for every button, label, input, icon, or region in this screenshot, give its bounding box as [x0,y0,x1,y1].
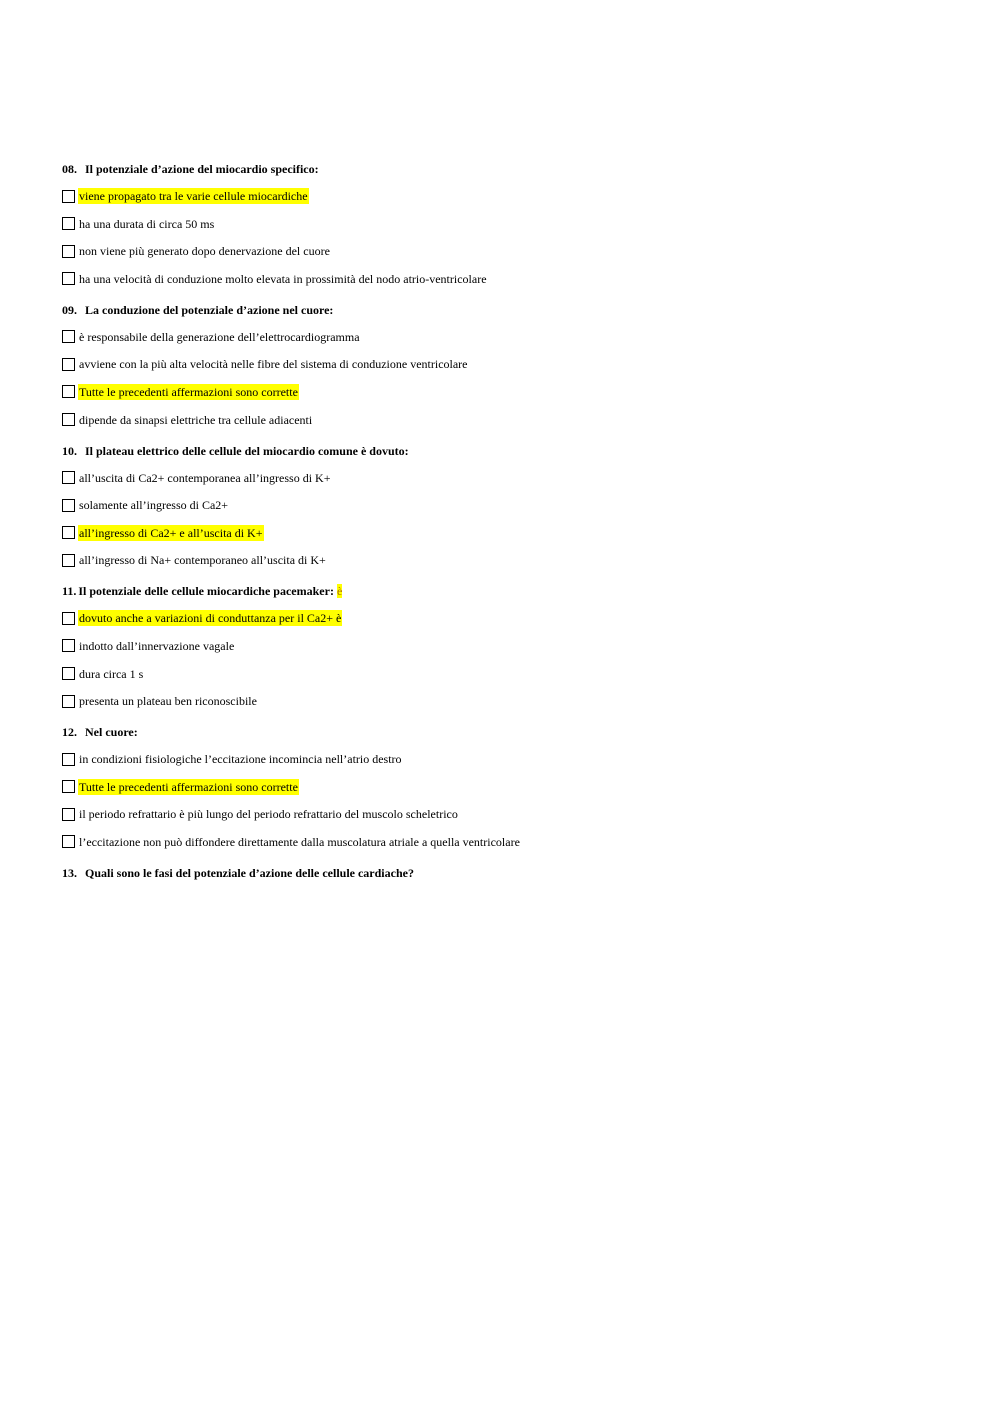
checkbox[interactable] [62,413,75,426]
question-title [62,864,942,882]
checkbox[interactable] [62,330,75,343]
answer-option[interactable] [62,469,942,487]
checkbox[interactable] [62,695,75,708]
answer-option[interactable] [62,242,942,260]
answer-text: solamente all’ingresso di Ca2+ [79,498,229,513]
checkbox[interactable] [62,667,75,680]
question-title [62,442,942,460]
answer-option[interactable] [62,524,942,542]
question-number: 13. [62,865,77,880]
question-title [62,160,942,178]
answer-option[interactable] [62,665,942,683]
checkbox[interactable] [62,612,75,625]
question-text: Il potenziale delle cellule miocardiche pacemaker: [78,584,334,599]
answer-option[interactable] [62,750,942,768]
answer-text: è responsabile della generazione dell’elettrocardiogramma [79,329,360,344]
checkbox[interactable] [62,272,75,285]
answer-text: all’uscita di Ca2+ contemporanea all’ingresso di K+ [79,470,331,485]
checkbox[interactable] [62,499,75,512]
question-text: Quali sono le fasi del potenziale d’azione delle cellule cardiache? [85,865,414,880]
answer-text: l’eccitazione non può diffondere direttamente dalla muscolatura atriale a quella ventricolare [79,834,520,849]
answer-text: in condizioni fisiologiche l’eccitazione incomincia nell’atrio destro [79,752,402,767]
answer-option[interactable] [62,833,942,851]
answer-option[interactable] [62,609,942,627]
answer-text-highlighted: Tutte le precedenti affermazioni sono corrette [79,384,298,399]
question-number: 11. [62,584,77,599]
answer-option[interactable] [62,215,942,233]
checkbox[interactable] [62,190,75,203]
answer-text: dura circa 1 s [79,666,144,681]
question-title [62,723,942,741]
answer-option[interactable] [62,187,942,205]
answer-option[interactable] [62,778,942,796]
answer-option[interactable] [62,692,942,710]
question-12 [62,723,942,851]
question-text: Il potenziale d’azione del miocardio specifico: [85,162,319,176]
answer-option[interactable] [62,551,942,569]
answer-option[interactable] [62,411,942,429]
answer-option[interactable] [62,270,942,288]
question-text: Il plateau elettrico delle cellule del miocardio comune è dovuto: [85,443,409,458]
answer-text-highlighted: Tutte le precedenti affermazioni sono corrette [79,779,298,794]
question-11 [62,582,942,710]
answer-option[interactable] [62,637,942,655]
answer-text: presenta un plateau ben riconoscibile [79,694,257,709]
answer-option[interactable] [62,328,942,346]
answer-option[interactable] [62,805,942,823]
checkbox[interactable] [62,808,75,821]
question-13 [62,864,942,882]
answer-text-highlighted: dovuto anche a variazioni di conduttanza per il Ca2+ è [79,611,342,626]
question-title [62,301,942,319]
answer-option[interactable] [62,496,942,514]
question-text: Nel cuore: [85,725,138,740]
checkbox[interactable] [62,780,75,793]
checkbox[interactable] [62,385,75,398]
answer-text-highlighted: all’ingresso di Ca2+ e all’uscita di K+ [79,525,263,540]
question-number: 12. [62,725,77,740]
checkbox[interactable] [62,358,75,371]
question-title [62,582,942,600]
question-text: La conduzione del potenziale d’azione nel cuore: [85,302,334,317]
checkbox[interactable] [62,639,75,652]
answer-text: indotto dall’innervazione vagale [79,638,235,653]
checkbox[interactable] [62,554,75,567]
answer-text-highlighted: viene propagato tra le varie cellule miocardiche [79,189,308,203]
answer-text: il periodo refrattario è più lungo del periodo refrattario del muscolo scheletrico [79,807,458,822]
answer-option[interactable] [62,383,942,401]
checkbox[interactable] [62,471,75,484]
question-title-suffix: è [336,584,343,599]
question-08 [62,160,942,288]
answer-text: non viene più generato dopo denervazione del cuore [79,244,330,259]
checkbox[interactable] [62,526,75,539]
question-10 [62,442,942,570]
answer-text: dipende da sinapsi elettriche tra cellule adiacenti [79,412,313,427]
answer-text: ha una durata di circa 50 ms [79,216,215,231]
question-number: 08. [62,162,77,176]
checkbox[interactable] [62,217,75,230]
answer-option[interactable] [62,355,942,373]
answer-text: all’ingresso di Na+ contemporaneo all’uscita di K+ [79,553,326,568]
question-number: 09. [62,302,77,317]
question-09 [62,301,942,429]
checkbox[interactable] [62,245,75,258]
checkbox[interactable] [62,835,75,848]
quiz-page [62,160,942,895]
answer-text: avviene con la più alta velocità nelle fibre del sistema di conduzione ventricolare [79,357,468,372]
question-number: 10. [62,443,77,458]
checkbox[interactable] [62,753,75,766]
answer-text: ha una velocità di conduzione molto elevata in prossimità del nodo atrio-ventricolare [79,271,487,286]
